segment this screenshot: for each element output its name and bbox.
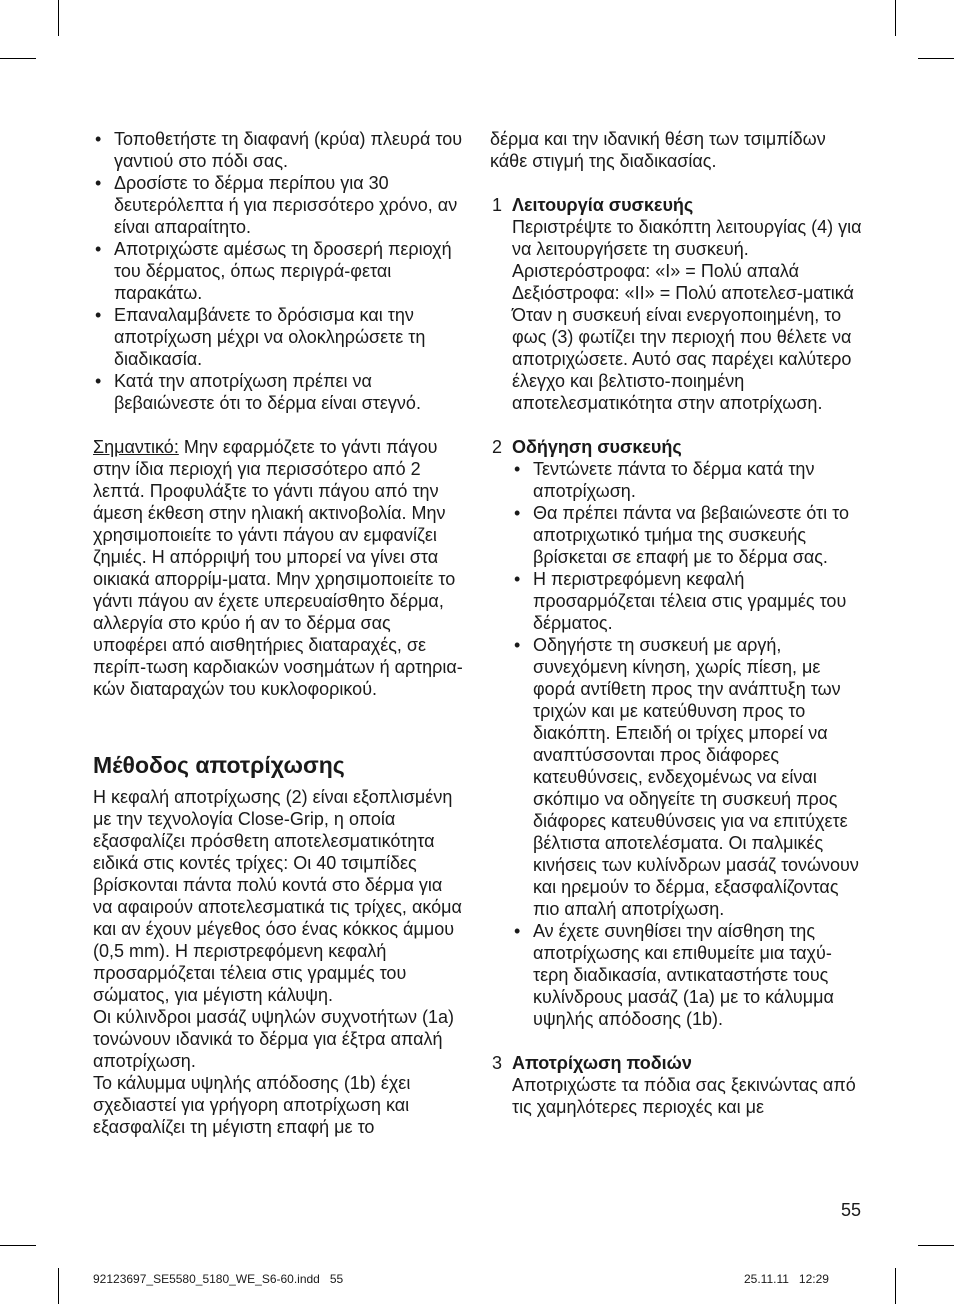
list-item: • Τεντώνετε πάντα το δέρμα κατά την αποτρίχωση. (512, 458, 862, 502)
list-item: • Οδηγήστε τη συσκευή με αργή, συνεχόμενη κίνηση, χωρίς πίεση, με φορά αντίθετη προς την ανάπτυξη των τριχών και με κατεύθυνση προς το διακόπτη. Επειδή οι τρίχες μπορεί να αναπτύσσονται προς διάφορες κατευθύνσεις, ενδεχομένως να είναι σκόπιμο να οδηγείτε τη συσκευή προς διάφορες κατευθύνσεις για να επιτύχετε βέλτιστα αποτελέσματα. Οι παλμικές κινήσεις των κυλίνδρων μασάζ τονώνουν και ηρεμούν το δέρμα, εξασφαλίζοντας πιο απαλή αποτρίχωση. (512, 634, 862, 920)
section-guidance (490, 436, 862, 1030)
important-text: Μην εφαρμόζετε το γάντι πάγου στην ίδια περιοχή για περισσότερο από 2 λεπτά. Προφυλάξτε το γάντι πάγου από την άμεση έκθεση στην ηλιακή ακτινοβολία. Μην χρησιμοποιείτε το γάντι πάγου αν εμφανίζει ζημιές. Η απόρριψή του μπορεί να γίνει στα οικιακά απορρίμ-ματα. Μην χρησιμοποιείτε το γάντι πάγου αν έχετε υπερευαίσθητο δέρμα, αλλεργία στο κρύο ή αν το δέρμα σας υποφέρει από αισθητήριες διαταραχές, σε περίπ-τωση καρδιακών νοσημάτων ή αρτηρια-κών διαταραχών του κυκλοφορικού. (93, 437, 463, 699)
paragraph: Οι κύλινδροι μασάζ υψηλών συχνοτήτων (1a) τονώνουν ιδανικά το δέρμα για έξτρα απαλή αποτρίχωση. (93, 1007, 455, 1071)
list-item: • Αποτριχώστε αμέσως τη δροσερή περιοχή του δέρματος, όπως περιγρά-φεται παρακάτω. (93, 238, 465, 304)
footer-datetime: 25.11.11 12:29 (744, 1272, 829, 1286)
section-number: 1 (492, 195, 503, 215)
paragraph: δέρμα και την ιδανική θέση των τσιμπίδων κάθε στιγμή της διαδικασίας. (490, 129, 826, 171)
page-number: 55 (840, 1200, 861, 1220)
important-note (93, 436, 465, 700)
crop-mark (918, 1245, 954, 1246)
list-item: • Αν έχετε συνηθίσει την αίσθηση της αποτρίχωσης και επιθυμείτε μια ταχύ-τερη διαδικασία, αντικαταστήστε τους κυλίνδρους μασάζ (1a) με το κάλυμμα υψηλής απόδοσης (1b). (512, 920, 862, 1030)
list-item: • Δροσίστε το δέρμα περίπου για 30 δευτερόλεπτα ή για περισσότερο χρόνο, αν είναι απαραίτητο. (93, 172, 465, 238)
cooling-steps-list (93, 128, 465, 414)
crop-mark (0, 1245, 36, 1246)
section-operation (490, 194, 862, 414)
section-legs (490, 1052, 862, 1118)
footer-filename: 92123697_SE5580_5180_WE_S6-60.indd 55 (93, 1272, 344, 1286)
crop-mark (0, 58, 36, 59)
guidance-list (512, 458, 862, 1030)
list-item: • Τοποθετήστε τη διαφανή (κρύα) πλευρά του γαντιού στο πόδι σας. (93, 128, 465, 172)
crop-mark (895, 0, 896, 36)
left-column (93, 128, 465, 1138)
list-item: • Κατά την αποτρίχωση πρέπει να βεβαιώνεστε ότι το δέρμα είναι στεγνό. (93, 370, 465, 414)
paragraph: Περιστρέψτε το διακόπτη λειτουργίας (4) για να λειτουργήσετε τη συσκευή. (512, 217, 862, 259)
list-item: • Θα πρέπει πάντα να βεβαιώνεστε ότι το αποτριχωτικό τμήμα της συσκευής βρίσκεται σε επαφή με το δέρμα σας. (512, 502, 862, 568)
paragraph: Δεξιόστροφα: «II» = Πολύ αποτελεσ-ματικά (512, 283, 854, 303)
list-item: • Επαναλαμβάνετε το δρόσισμα και την αποτρίχωση μέχρι να ολοκληρώσετε τη διαδικασία. (93, 304, 465, 370)
paragraph: Η κεφαλή αποτρίχωσης (2) είναι εξοπλισμένη με την τεχνολογία Close-Grip, η οποία εξασφαλίζει πρόσθετη αποτελεσματικότητα ειδικά στις κοντές τρίχες: Οι 40 τσιμπίδες βρίσκονται πάντα πολύ κοντά στο δέρμα για να αφαιρούν αποτελεσματικά τις τρίχες, ακόμα και αν έχουν μέγεθος όσο ένας κόκκος άμμου (0,5 mm). Η περιστρεφόμενη κεφαλή προσαρμόζεται τέλεια στις γραμμές του σώματος, για μέγιστη κάλυψη. (93, 787, 462, 1005)
paragraph: Το κάλυμμα υψηλής απόδοσης (1b) έχει σχεδιαστεί για γρήγορη αποτρίχωση και εξασφαλίζει τη μέγιστη επαφή με το (93, 1073, 411, 1137)
crop-mark (895, 1268, 896, 1304)
crop-mark (918, 58, 954, 59)
paragraph: Αριστερόστροφα: «I» = Πολύ απαλά (512, 261, 800, 281)
crop-mark (58, 1268, 59, 1304)
right-column (490, 128, 862, 1118)
crop-mark (58, 0, 59, 36)
list-item: • Η περιστρεφόμενη κεφαλή προσαρμόζεται τέλεια στις γραμμές του δέρματος. (512, 568, 862, 634)
section-title: Αποτρίχωση ποδιών (512, 1053, 692, 1073)
paragraph: Αποτριχώστε τα πόδια σας ξεκινώντας από τις χαμηλότερες περιοχές και με (512, 1075, 856, 1117)
section-title: Οδήγηση συσκευής (512, 437, 682, 457)
section-heading: Μέθοδος αποτρίχωσης (93, 752, 345, 778)
section-title: Λειτουργία συσκευής (512, 195, 694, 215)
important-label: Σημαντικό: (93, 437, 179, 457)
section-number: 3 (492, 1053, 503, 1073)
section-number: 2 (492, 437, 503, 457)
paragraph: Όταν η συσκευή είναι ενεργοποιημένη, το φως (3) φωτίζει την περιοχή που θέλετε να αποτριχώσετε. Αυτό σας παρέχει καλύτερο έλεγχο και βελτιστο-ποιημένη αποτελεσματικότητα στην αποτρίχωση. (512, 305, 852, 413)
